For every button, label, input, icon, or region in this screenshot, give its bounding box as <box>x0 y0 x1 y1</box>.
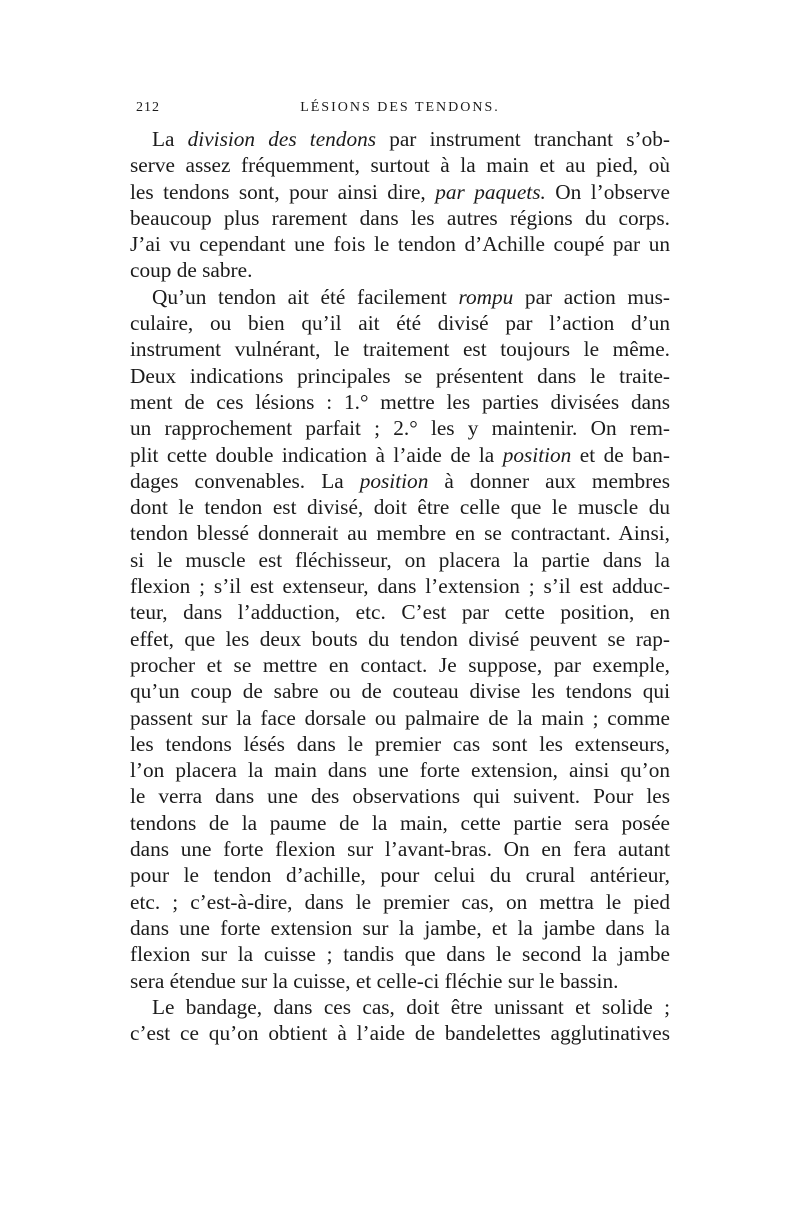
text-run: par action mus- <box>513 284 671 309</box>
text-line <box>130 783 670 809</box>
paragraph <box>130 284 670 994</box>
text-line <box>130 547 670 573</box>
text-run: J’ai vu cependant une fois le tendon d’Achille coupé par un <box>130 232 670 257</box>
text-line <box>130 126 670 152</box>
text-line <box>130 836 670 862</box>
text-run: dans une forte flexion sur l’avant-bras. On en fera autant <box>130 837 670 862</box>
text-run: serve assez fréquemment, surtout à la main et au pied, où <box>130 153 670 178</box>
text-line <box>130 757 670 783</box>
text-run: les tendons sont, pour ainsi dire, <box>130 179 436 204</box>
text-run: procher et se mettre en contact. Je suppose, par exemple, <box>130 652 670 677</box>
text-run: qu’un coup de sabre ou de couteau divise les tendons qui <box>130 679 670 704</box>
text-line <box>130 152 670 178</box>
text-run: La <box>152 127 188 151</box>
text-run: l’on placera la main dans une forte extension, ainsi qu’on <box>130 758 670 783</box>
text-run: ment de ces lésions : 1.° mettre les parties divisées dans <box>130 389 670 414</box>
text-run: Le bandage, dans ces cas, doit être unissant et solide ; <box>152 994 670 1019</box>
text-run: Qu’un tendon ait été facilement <box>152 284 459 309</box>
text-line <box>130 968 670 994</box>
text-run: dans une forte extension sur la jambe, et la jambe dans la <box>130 915 670 940</box>
text-line <box>130 810 670 836</box>
body-text <box>130 126 670 1046</box>
page-number: 212 <box>136 100 160 115</box>
text-line <box>130 573 670 599</box>
text-line <box>130 231 670 257</box>
text-line <box>130 862 670 888</box>
text-run: sera étendue sur la cuisse, et celle-ci fléchie sur le bassin. <box>130 968 619 993</box>
text-run: un rapprochement parfait ; 2.° les y maintenir. On rem- <box>130 416 670 441</box>
text-run: coup de sabre. <box>130 258 253 283</box>
italic-term: rompu <box>458 284 514 309</box>
text-line <box>130 626 670 652</box>
text-line <box>130 889 670 915</box>
text-run: flexion ; s’il est extenseur, dans l’extension ; s’il est adduc- <box>130 574 670 599</box>
text-line <box>130 284 670 310</box>
text-run: tendons de la paume de la main, cette partie sera posée <box>130 810 670 835</box>
text-run: tendon blessé donnerait au membre en se contractant. Ainsi, <box>130 521 670 546</box>
text-run: flexion sur la cuisse ; tandis que dans le second la jambe <box>130 942 670 967</box>
text-run: et de ban- <box>571 442 670 467</box>
text-run: culaire, ou bien qu’il ait été divisé par l’action d’un <box>130 311 670 336</box>
text-line <box>130 310 670 336</box>
text-run: à donner aux membres <box>428 468 670 493</box>
italic-term: position <box>502 442 572 467</box>
text-line <box>130 941 670 967</box>
italic-term: position <box>359 468 429 493</box>
book-page <box>130 96 670 1046</box>
text-run: passent sur la face dorsale ou palmaire de la main ; comme <box>130 705 670 730</box>
text-run: plit cette double indication à l’aide de la <box>130 442 503 467</box>
text-line <box>130 336 670 362</box>
text-run: c’est ce qu’on obtient à l’aide de bandelettes agglutinatives <box>130 1021 670 1046</box>
text-line <box>130 731 670 757</box>
text-line <box>130 415 670 441</box>
text-line <box>130 520 670 546</box>
text-run: On l’observe <box>545 179 670 204</box>
page-header <box>130 96 670 126</box>
text-line <box>130 442 670 468</box>
text-line <box>130 468 670 494</box>
text-line <box>130 179 670 205</box>
text-run: Deux indications principales se présentent dans le traite- <box>130 363 670 388</box>
text-line <box>130 705 670 731</box>
text-line <box>130 915 670 941</box>
text-line <box>130 494 670 520</box>
text-run: les tendons lésés dans le premier cas sont les extenseurs, <box>130 731 670 756</box>
text-run: si le muscle est fléchisseur, on placera la partie dans la <box>130 547 670 572</box>
text-run: teur, dans l’adduction, etc. C’est par cette position, en <box>130 600 670 625</box>
paragraph <box>130 994 670 1047</box>
paragraph <box>130 126 670 284</box>
text-line <box>130 389 670 415</box>
text-line <box>130 257 670 283</box>
text-run: dages convenables. La <box>130 468 360 493</box>
text-line <box>130 1020 670 1046</box>
text-run: dont le tendon est divisé, doit être celle que le muscle du <box>130 495 670 520</box>
italic-term: division des tendons <box>187 127 377 151</box>
text-run: effet, que les deux bouts du tendon divisé peuvent se rap- <box>130 626 670 651</box>
text-run: par instrument tranchant s’ob- <box>376 127 670 151</box>
text-run: beaucoup plus rarement dans les autres régions du corps. <box>130 205 670 230</box>
text-run: etc. ; c’est-à-dire, dans le premier cas, on mettra le pied <box>130 889 670 914</box>
text-line <box>130 678 670 704</box>
text-run: instrument vulnérant, le traitement est toujours le même. <box>130 337 670 362</box>
italic-term: par paquets. <box>435 179 546 204</box>
text-line <box>130 205 670 231</box>
text-line <box>130 599 670 625</box>
running-title: LÉSIONS DES TENDONS. <box>300 100 500 115</box>
text-line <box>130 363 670 389</box>
text-line <box>130 652 670 678</box>
text-run: pour le tendon d’achille, pour celui du crural antérieur, <box>130 863 670 888</box>
text-line <box>130 994 670 1020</box>
text-run: le verra dans une des observations qui suivent. Pour les <box>130 784 670 809</box>
